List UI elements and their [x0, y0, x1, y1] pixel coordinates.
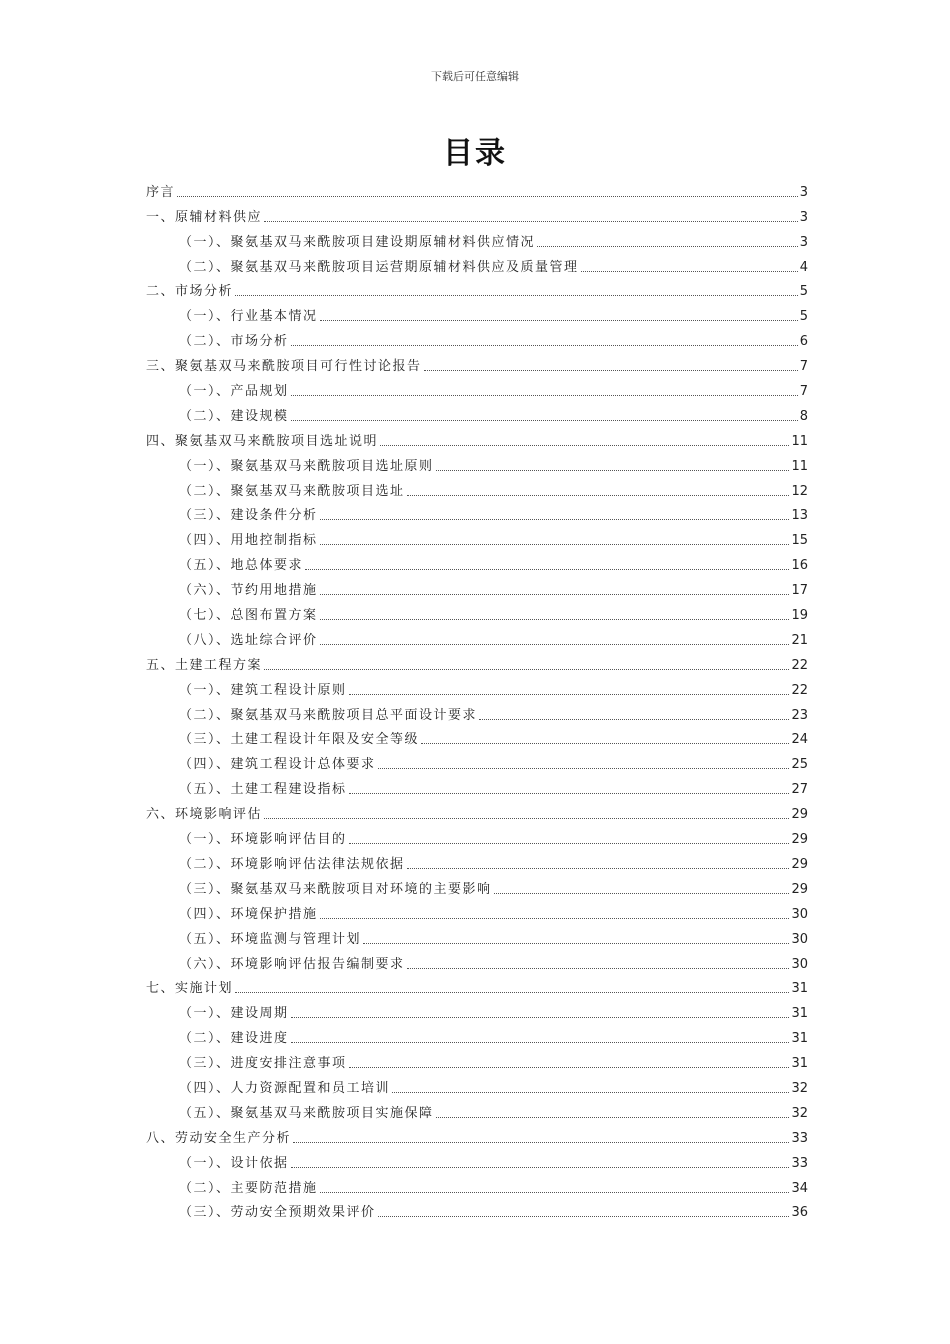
toc-leader-dots: [264, 818, 789, 819]
toc-entry-page: 19: [791, 608, 808, 624]
toc-entry-label: （三）、土建工程设计年限及安全等级: [179, 732, 420, 748]
toc-entry-label: （四）、人力资源配置和员工培训: [179, 1080, 391, 1096]
toc-entry-label: 二、市场分析: [146, 284, 234, 300]
toc-entry-label: （一）、环境影响评估目的: [179, 832, 347, 848]
toc-leader-dots: [378, 1216, 790, 1217]
header-note: 下载后可任意编辑: [431, 70, 519, 83]
toc-entry[interactable]: [146, 624, 808, 649]
toc-entry-label: （二）、建设进度: [179, 1031, 289, 1047]
toc-entry[interactable]: [146, 325, 808, 350]
toc-entry-page: 12: [791, 483, 808, 499]
toc-entry[interactable]: [146, 1122, 808, 1147]
toc-leader-dots: [320, 519, 790, 520]
toc-entry-label: 序言: [146, 184, 176, 200]
toc-entry[interactable]: [146, 748, 808, 773]
toc-entry[interactable]: [146, 773, 808, 798]
toc-entry-label: 一、原辅材料供应: [146, 209, 263, 225]
toc-entry-label: （一）、行业基本情况: [179, 309, 318, 325]
toc-leader-dots: [291, 395, 798, 396]
toc-entry-label: （三）、建设条件分析: [179, 508, 318, 524]
toc-entry-page: 31: [791, 981, 808, 997]
toc-entry-label: （五）、地总体要求: [179, 558, 304, 574]
toc-entry[interactable]: [146, 898, 808, 923]
toc-entry-page: 29: [791, 832, 808, 848]
toc-entry-label: 四、聚氨基双马来酰胺项目选址说明: [146, 433, 379, 449]
page-title: 目录: [443, 136, 507, 171]
toc-entry[interactable]: [146, 724, 808, 749]
toc-entry-page: 29: [791, 807, 808, 823]
toc-entry-label: 六、环境影响评估: [146, 807, 263, 823]
toc-entry[interactable]: [146, 276, 808, 301]
toc-entry[interactable]: [146, 1072, 808, 1097]
toc-entry[interactable]: [146, 873, 808, 898]
toc-entry[interactable]: [146, 300, 808, 325]
toc-entry-page: 30: [791, 906, 808, 922]
toc-leader-dots: [235, 295, 798, 296]
toc-entry-label: （四）、环境保护措施: [179, 906, 318, 922]
toc-entry[interactable]: [146, 251, 808, 276]
toc-entry-label: （八）、选址综合评价: [179, 632, 318, 648]
toc-entry-label: （三）、进度安排注意事项: [179, 1056, 347, 1072]
toc-leader-dots: [291, 420, 798, 421]
toc-leader-dots: [291, 1017, 790, 1018]
toc-leader-dots: [378, 768, 790, 769]
toc-entry-label: （二）、主要防范措施: [179, 1180, 318, 1196]
toc-leader-dots: [320, 918, 790, 919]
toc-entry-page: 22: [791, 657, 808, 673]
toc-entry-page: 32: [791, 1105, 808, 1121]
toc-entry-label: （一）、聚氨基双马来酰胺项目建设期原辅材料供应情况: [179, 234, 536, 250]
toc-leader-dots: [349, 843, 790, 844]
toc-entry[interactable]: [146, 1147, 808, 1172]
toc-leader-dots: [407, 495, 790, 496]
toc-entry[interactable]: [146, 674, 808, 699]
toc-entry-label: 七、实施计划: [146, 981, 234, 997]
toc-entry-page: 31: [791, 1056, 808, 1072]
toc-entry-label: 八、劳动安全生产分析: [146, 1130, 292, 1146]
toc-entry[interactable]: [146, 599, 808, 624]
toc-entry-page: 5: [799, 309, 808, 325]
toc-entry-page: 17: [791, 583, 808, 599]
toc-entry[interactable]: [146, 1197, 808, 1222]
toc-entry[interactable]: [146, 923, 808, 948]
toc-leader-dots: [264, 669, 789, 670]
toc-entry-page: 36: [791, 1205, 808, 1221]
toc-entry[interactable]: [146, 1047, 808, 1072]
toc-entry-label: （一）、设计依据: [179, 1155, 289, 1171]
toc-leader-dots: [407, 868, 790, 869]
toc-entry-label: （七）、总图布置方案: [179, 608, 318, 624]
toc-entry-page: 6: [799, 334, 808, 350]
toc-entry[interactable]: [146, 400, 808, 425]
toc-entry-label: 三、聚氨基双马来酰胺项目可行性讨论报告: [146, 359, 422, 375]
toc-entry-page: 34: [791, 1180, 808, 1196]
toc-leader-dots: [363, 943, 789, 944]
toc-entry-label: 五、土建工程方案: [146, 657, 263, 673]
toc-leader-dots: [380, 445, 789, 446]
toc-leader-dots: [421, 743, 789, 744]
toc-entry-label: （一）、聚氨基双马来酰胺项目选址原则: [179, 458, 434, 474]
toc-entry-label: （二）、建设规模: [179, 408, 289, 424]
toc-entry-page: 31: [791, 1006, 808, 1022]
toc-entry-label: （五）、环境监测与管理计划: [179, 931, 362, 947]
toc-entry-page: 30: [791, 956, 808, 972]
toc-entry-page: 4: [799, 259, 808, 275]
toc-entry-page: 3: [799, 234, 808, 250]
toc-leader-dots: [392, 1092, 789, 1093]
toc-leader-dots: [320, 644, 790, 645]
toc-entry[interactable]: [146, 201, 808, 226]
toc-entry-label: （二）、聚氨基双马来酰胺项目选址: [179, 483, 405, 499]
toc-entry-label: （六）、环境影响评估报告编制要求: [179, 956, 405, 972]
toc-entry-label: （三）、聚氨基双马来酰胺项目对环境的主要影响: [179, 881, 492, 897]
toc-entry-page: 30: [791, 931, 808, 947]
toc-entry-page: 25: [791, 757, 808, 773]
toc-leader-dots: [320, 320, 798, 321]
toc-entry[interactable]: [146, 375, 808, 400]
toc-entry-page: 7: [799, 359, 808, 375]
toc-entry[interactable]: [146, 1022, 808, 1047]
toc-entry[interactable]: [146, 574, 808, 599]
toc-leader-dots: [320, 544, 790, 545]
toc-entry-label: （二）、聚氨基双马来酰胺项目总平面设计要求: [179, 707, 478, 723]
toc-entry[interactable]: [146, 1172, 808, 1197]
toc-leader-dots: [494, 893, 790, 894]
toc-leader-dots: [349, 793, 790, 794]
toc-entry-page: 16: [791, 558, 808, 574]
toc-entry-label: （四）、用地控制指标: [179, 533, 318, 549]
toc-leader-dots: [479, 719, 789, 720]
toc-entry-page: 33: [791, 1155, 808, 1171]
toc-leader-dots: [436, 470, 790, 471]
toc-entry-page: 22: [791, 682, 808, 698]
toc-entry[interactable]: [146, 948, 808, 973]
toc-leader-dots: [235, 992, 789, 993]
toc-entry[interactable]: [146, 798, 808, 823]
toc-leader-dots: [424, 370, 798, 371]
toc-entry-label: （二）、聚氨基双马来酰胺项目运营期原辅材料供应及质量管理: [179, 259, 579, 275]
toc-entry[interactable]: [146, 699, 808, 724]
toc-entry-page: 15: [791, 533, 808, 549]
table-of-contents: [146, 176, 808, 1221]
toc-leader-dots: [291, 1042, 790, 1043]
toc-entry-label: （五）、聚氨基双马来酰胺项目实施保障: [179, 1105, 434, 1121]
toc-leader-dots: [436, 1117, 790, 1118]
toc-leader-dots: [581, 271, 798, 272]
toc-entry[interactable]: [146, 848, 808, 873]
toc-entry-page: 7: [799, 384, 808, 400]
toc-entry-page: 11: [791, 458, 808, 474]
toc-leader-dots: [291, 1167, 790, 1168]
toc-entry-page: 13: [791, 508, 808, 524]
toc-leader-dots: [320, 1192, 790, 1193]
toc-entry[interactable]: [146, 475, 808, 500]
toc-entry-page: 23: [791, 707, 808, 723]
toc-entry[interactable]: [146, 425, 808, 450]
toc-entry-page: 11: [791, 433, 808, 449]
toc-entry[interactable]: [146, 549, 808, 574]
toc-entry[interactable]: [146, 524, 808, 549]
toc-entry[interactable]: [146, 823, 808, 848]
toc-leader-dots: [177, 196, 798, 197]
toc-entry[interactable]: [146, 226, 808, 251]
toc-entry-page: 5: [799, 284, 808, 300]
toc-entry-page: 33: [791, 1130, 808, 1146]
toc-leader-dots: [320, 594, 790, 595]
toc-entry-page: 24: [791, 732, 808, 748]
toc-entry[interactable]: [146, 997, 808, 1022]
toc-entry-page: 8: [799, 408, 808, 424]
toc-leader-dots: [293, 1142, 789, 1143]
toc-entry-page: 3: [799, 184, 808, 200]
toc-leader-dots: [320, 619, 790, 620]
toc-entry[interactable]: [146, 176, 808, 201]
toc-entry-label: （四）、建筑工程设计总体要求: [179, 757, 376, 773]
toc-entry-page: 29: [791, 881, 808, 897]
toc-entry-label: （二）、环境影响评估法律法规依据: [179, 856, 405, 872]
toc-entry-label: （一）、建设周期: [179, 1006, 289, 1022]
toc-leader-dots: [264, 221, 798, 222]
toc-entry-label: （一）、产品规划: [179, 384, 289, 400]
toc-entry-label: （五）、土建工程建设指标: [179, 782, 347, 798]
toc-leader-dots: [349, 1067, 790, 1068]
toc-entry[interactable]: [146, 1097, 808, 1122]
toc-leader-dots: [305, 569, 789, 570]
toc-leader-dots: [349, 694, 790, 695]
toc-entry-label: （一）、建筑工程设计原则: [179, 682, 347, 698]
toc-entry-label: （三）、劳动安全预期效果评价: [179, 1205, 376, 1221]
toc-entry[interactable]: [146, 649, 808, 674]
toc-entry[interactable]: [146, 500, 808, 525]
toc-entry[interactable]: [146, 450, 808, 475]
toc-entry-page: 29: [791, 856, 808, 872]
toc-entry[interactable]: [146, 973, 808, 998]
toc-entry-page: 27: [791, 782, 808, 798]
toc-leader-dots: [407, 968, 790, 969]
toc-leader-dots: [291, 345, 798, 346]
toc-entry[interactable]: [146, 350, 808, 375]
toc-entry-page: 31: [791, 1031, 808, 1047]
toc-leader-dots: [537, 246, 798, 247]
toc-entry-page: 32: [791, 1080, 808, 1096]
toc-entry-page: 21: [791, 632, 808, 648]
toc-entry-label: （二）、市场分析: [179, 334, 289, 350]
toc-entry-label: （六）、节约用地措施: [179, 583, 318, 599]
toc-entry-page: 3: [799, 209, 808, 225]
